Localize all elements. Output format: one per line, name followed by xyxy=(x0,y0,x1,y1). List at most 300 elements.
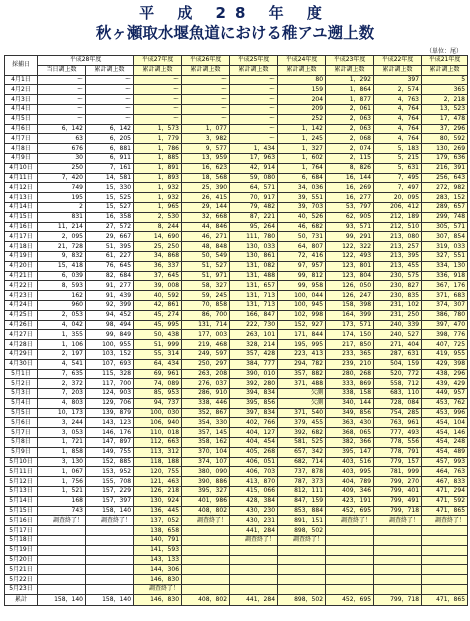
count-cell: 7，635 xyxy=(38,369,86,379)
table-row xyxy=(5,212,468,222)
count-cell: ー xyxy=(134,114,182,124)
date-cell: 4月7日 xyxy=(5,134,38,144)
date-cell: 4月15日 xyxy=(5,212,38,222)
count-cell: 799，401 xyxy=(374,487,422,497)
count-cell: 59，245 xyxy=(182,291,230,301)
date-cell: 4月29日 xyxy=(5,349,38,359)
count-cell: 117，700 xyxy=(86,379,134,389)
count-cell: 204 xyxy=(278,95,326,105)
count-cell: 152，927 xyxy=(278,320,326,330)
date-cell: 4月4日 xyxy=(5,104,38,114)
count-cell: 146，830 xyxy=(134,575,182,585)
date-cell: 5月16日 xyxy=(5,516,38,526)
count-cell: 42，914 xyxy=(230,163,278,173)
count-cell: 404，789 xyxy=(326,477,374,487)
count-cell: 64，807 xyxy=(278,242,326,252)
count-cell: 124，903 xyxy=(86,389,134,399)
count-cell: 382，366 xyxy=(326,438,374,448)
count-cell: 294，782 xyxy=(278,359,326,369)
date-cell: 4月19日 xyxy=(5,251,38,261)
count-cell: 449，957 xyxy=(422,389,468,399)
count-cell: 404，454 xyxy=(230,438,278,448)
count-cell: 1，885 xyxy=(134,153,182,163)
count-cell: 682，714 xyxy=(278,457,326,467)
count-cell xyxy=(422,536,468,546)
count-cell: 464，763 xyxy=(422,467,468,477)
count-cell: 149，755 xyxy=(86,447,134,457)
count-cell: 398，776 xyxy=(422,330,468,340)
count-cell: 64，571 xyxy=(230,183,278,193)
date-cell: 5月10日 xyxy=(5,457,38,467)
count-cell: 230，575 xyxy=(374,271,422,281)
count-cell: 16，277 xyxy=(326,193,374,203)
count-cell: 92，399 xyxy=(86,300,134,310)
date-cell: 5月19日 xyxy=(5,545,38,555)
count-cell: ー xyxy=(182,95,230,105)
count-cell: 63 xyxy=(38,134,86,144)
count-cell: 32，668 xyxy=(182,212,230,222)
count-cell: 15，330 xyxy=(86,183,134,193)
count-cell xyxy=(230,555,278,565)
count-cell: 139，879 xyxy=(86,408,134,418)
date-cell: 5月14日 xyxy=(5,496,38,506)
count-cell: 8，593 xyxy=(38,281,86,291)
header-year: 平成24年度 xyxy=(278,56,326,66)
count-cell xyxy=(38,585,86,595)
count-cell: 59，080 xyxy=(230,173,278,183)
count-cell xyxy=(182,565,230,575)
count-cell: 7，497 xyxy=(374,183,422,193)
count-cell: 374，307 xyxy=(422,300,468,310)
count-cell: 144，306 xyxy=(134,565,182,575)
count-cell xyxy=(422,565,468,575)
count-cell: 1，965 xyxy=(134,202,182,212)
count-cell: 16，358 xyxy=(86,212,134,222)
count-cell: 195，995 xyxy=(278,340,326,350)
count-cell: ー xyxy=(38,85,86,95)
count-cell xyxy=(422,575,468,585)
date-cell: 5月12日 xyxy=(5,477,38,487)
count-cell: 1，932 xyxy=(134,183,182,193)
count-cell: 126，247 xyxy=(326,291,374,301)
count-cell: ー xyxy=(230,75,278,85)
total-label: 累計 xyxy=(5,594,38,605)
unit-note: （単位：尾） xyxy=(425,48,462,55)
count-cell xyxy=(182,526,230,536)
count-cell: 504，159 xyxy=(374,359,422,369)
count-cell: 4，764 xyxy=(374,134,422,144)
count-cell: 1，142 xyxy=(278,124,326,134)
count-cell: 240，527 xyxy=(374,330,422,340)
count-cell: 263，101 xyxy=(230,330,278,340)
count-cell xyxy=(182,585,230,595)
count-cell xyxy=(86,526,134,536)
count-cell: 74，089 xyxy=(134,379,182,389)
count-cell: 397，470 xyxy=(422,320,468,330)
count-cell: 98，494 xyxy=(86,320,134,330)
table-row xyxy=(5,134,468,144)
count-cell: 6，911 xyxy=(86,153,134,163)
count-cell: 379，455 xyxy=(278,418,326,428)
date-cell: 5月17日 xyxy=(5,526,38,536)
date-cell: 4月23日 xyxy=(5,291,38,301)
count-cell: 781，999 xyxy=(374,467,422,477)
count-cell: 271，404 xyxy=(374,340,422,350)
count-cell: 131，082 xyxy=(230,261,278,271)
count-cell: ー xyxy=(86,104,134,114)
count-cell: 79，482 xyxy=(230,202,278,212)
date-cell: 5月6日 xyxy=(5,418,38,428)
date-cell: 4月28日 xyxy=(5,340,38,350)
header-year: 平成27年度 xyxy=(134,56,182,66)
date-cell: 4月14日 xyxy=(5,202,38,212)
count-cell: 2，095 xyxy=(38,232,86,242)
count-cell: 100，955 xyxy=(86,340,134,350)
count-cell: 6，684 xyxy=(278,173,326,183)
count-cell: 158，140 xyxy=(86,506,134,516)
count-cell: ー xyxy=(230,95,278,105)
count-cell: 754，285 xyxy=(374,408,422,418)
count-cell: 82，684 xyxy=(86,271,134,281)
count-cell: 3，130 xyxy=(38,457,86,467)
count-cell: 11，214 xyxy=(38,222,86,232)
header-year: 平成25年度 xyxy=(230,56,278,66)
count-cell: 99，291 xyxy=(326,232,374,242)
count-cell: 100，030 xyxy=(134,408,182,418)
table-row xyxy=(5,526,468,536)
count-cell: 1，893 xyxy=(134,173,182,183)
count-cell: 799，491 xyxy=(374,496,422,506)
count-cell: 120，755 xyxy=(134,467,182,477)
date-cell: 4月13日 xyxy=(5,193,38,203)
header-h28-day: 当日調上数 xyxy=(38,65,86,75)
count-cell: 7，203 xyxy=(38,389,86,399)
date-cell: 4月21日 xyxy=(5,271,38,281)
count-cell: 405，268 xyxy=(230,447,278,457)
count-cell: 338，446 xyxy=(182,398,230,408)
date-cell: 5月1日 xyxy=(5,369,38,379)
count-cell: 130，033 xyxy=(230,242,278,252)
count-cell: 467，833 xyxy=(422,477,468,487)
count-cell: 853，884 xyxy=(278,506,326,516)
count-cell: 171，844 xyxy=(278,330,326,340)
table-row xyxy=(5,242,468,252)
count-cell: 390，886 xyxy=(182,477,230,487)
date-cell: 5月8日 xyxy=(5,438,38,448)
count-cell: 61，227 xyxy=(86,251,134,261)
table-row xyxy=(5,310,468,320)
count-cell: 173，571 xyxy=(326,320,374,330)
count-cell: 371，488 xyxy=(278,379,326,389)
header-cum: 累計調上数 xyxy=(374,65,422,75)
count-cell xyxy=(38,575,86,585)
count-cell: 1，573 xyxy=(134,124,182,134)
date-cell: 5月23日 xyxy=(5,585,38,595)
count-cell xyxy=(230,575,278,585)
count-cell xyxy=(182,555,230,565)
count-cell: 103，152 xyxy=(86,349,134,359)
count-cell: 799，270 xyxy=(374,477,422,487)
count-cell xyxy=(38,526,86,536)
total-cell: 452，695 xyxy=(326,594,374,605)
count-cell: 15，527 xyxy=(86,202,134,212)
count-cell: 471，592 xyxy=(422,496,468,506)
count-cell: 6，205 xyxy=(86,134,134,144)
count-cell: 37，296 xyxy=(422,124,468,134)
count-cell: 80，592 xyxy=(422,134,468,144)
count-cell: 4，764 xyxy=(374,114,422,124)
count-cell: 17，478 xyxy=(422,114,468,124)
count-cell: 406，051 xyxy=(230,457,278,467)
count-cell: 763，961 xyxy=(374,418,422,428)
count-cell: 217，850 xyxy=(326,340,374,350)
count-cell: 428，384 xyxy=(230,496,278,506)
count-cell: 1，932 xyxy=(134,193,182,203)
table-row xyxy=(5,585,468,595)
count-cell: 1，067 xyxy=(38,467,86,477)
table-row xyxy=(5,193,468,203)
count-cell: 調査終了！ xyxy=(230,536,278,546)
date-cell: 5月9日 xyxy=(5,447,38,457)
count-cell: 16，144 xyxy=(326,173,374,183)
count-cell: 847，159 xyxy=(278,496,326,506)
table-row xyxy=(5,369,468,379)
date-cell: 5月2日 xyxy=(5,379,38,389)
date-cell: 4月2日 xyxy=(5,85,38,95)
count-cell: 123，801 xyxy=(326,261,374,271)
count-cell: 6，039 xyxy=(38,271,86,281)
count-cell: 454，146 xyxy=(422,428,468,438)
table-body xyxy=(5,75,468,605)
count-cell: 276，037 xyxy=(182,379,230,389)
table-row xyxy=(5,232,468,242)
count-cell: 305，571 xyxy=(422,222,468,232)
count-cell: 413，870 xyxy=(230,477,278,487)
total-cell: 158，140 xyxy=(38,594,86,605)
date-cell: 5月13日 xyxy=(5,487,38,497)
count-cell: 48，848 xyxy=(182,242,230,252)
count-cell: 397，834 xyxy=(230,408,278,418)
count-cell: ー xyxy=(86,75,134,85)
count-cell: 76，645 xyxy=(86,261,134,271)
count-cell: 121，463 xyxy=(134,477,182,487)
count-cell: 419，955 xyxy=(422,349,468,359)
count-cell xyxy=(230,585,278,595)
date-cell: 4月8日 xyxy=(5,144,38,154)
count-cell xyxy=(38,536,86,546)
count-cell: 365 xyxy=(422,85,468,95)
count-cell: 147，897 xyxy=(86,438,134,448)
count-cell: 調査終了！ xyxy=(134,585,182,595)
count-cell: 430，230 xyxy=(230,506,278,516)
table-row xyxy=(5,320,468,330)
count-cell: 231，250 xyxy=(374,310,422,320)
count-cell: 115，328 xyxy=(86,369,134,379)
count-cell: 397 xyxy=(374,75,422,85)
count-cell: 406，703 xyxy=(230,467,278,477)
date-cell: 4月3日 xyxy=(5,95,38,105)
count-cell: 3，053 xyxy=(38,428,86,438)
count-cell xyxy=(374,555,422,565)
count-cell: 7，495 xyxy=(374,173,422,183)
count-cell: 390，010 xyxy=(230,369,278,379)
count-cell: 289，657 xyxy=(422,202,468,212)
count-cell: 280，268 xyxy=(326,369,374,379)
total-row xyxy=(5,594,468,605)
count-cell: 206，412 xyxy=(374,202,422,212)
count-cell: 2，074 xyxy=(326,144,374,154)
count-cell: 354，330 xyxy=(182,418,230,428)
count-cell xyxy=(326,526,374,536)
count-cell: 392，280 xyxy=(230,379,278,389)
count-cell: 250，297 xyxy=(182,359,230,369)
count-cell: 898，502 xyxy=(278,526,326,536)
count-cell: 209 xyxy=(278,104,326,114)
count-cell: 29，667 xyxy=(86,232,134,242)
count-cell: 230，835 xyxy=(374,291,422,301)
table-row xyxy=(5,222,468,232)
count-cell: 256，643 xyxy=(422,173,468,183)
count-cell: 2，063 xyxy=(326,114,374,124)
count-cell: 395，147 xyxy=(326,447,374,457)
table-row xyxy=(5,359,468,369)
count-cell: ー xyxy=(230,114,278,124)
table-row xyxy=(5,261,468,271)
count-cell: 408，802 xyxy=(182,506,230,516)
count-cell: 386，780 xyxy=(422,310,468,320)
count-cell: 2，530 xyxy=(134,212,182,222)
count-cell: 126，218 xyxy=(134,487,182,497)
count-cell: 調査終了！ xyxy=(278,536,326,546)
count-cell: 131，713 xyxy=(230,300,278,310)
count-cell: 131，714 xyxy=(182,320,230,330)
count-cell: 231，102 xyxy=(374,300,422,310)
count-cell: 46，271 xyxy=(182,232,230,242)
count-cell: 778，791 xyxy=(374,447,422,457)
count-cell: 367，176 xyxy=(422,281,468,291)
count-cell: 126，050 xyxy=(326,281,374,291)
count-cell: 17，963 xyxy=(230,153,278,163)
count-cell: 14，690 xyxy=(134,232,182,242)
date-cell: 5月21日 xyxy=(5,565,38,575)
total-cell: 799，718 xyxy=(374,594,422,605)
count-cell: 166，847 xyxy=(230,310,278,320)
count-cell: 10，173 xyxy=(38,408,86,418)
count-cell: 219，468 xyxy=(182,340,230,350)
date-cell: 5月15日 xyxy=(5,506,38,516)
count-cell: ー xyxy=(182,114,230,124)
count-cell: 1，434 xyxy=(230,144,278,154)
count-cell: 51，527 xyxy=(182,261,230,271)
header-cum: 累計調上数 xyxy=(182,65,230,75)
header-row-1 xyxy=(5,56,468,66)
count-cell: 352，867 xyxy=(182,408,230,418)
count-cell: 283，152 xyxy=(422,193,468,203)
count-cell: 7，161 xyxy=(86,163,134,173)
count-cell: 1，602 xyxy=(278,153,326,163)
count-cell: 58，327 xyxy=(182,281,230,291)
count-cell xyxy=(422,526,468,536)
count-cell: ー xyxy=(134,85,182,95)
count-cell: 42，861 xyxy=(134,300,182,310)
count-cell: 5，631 xyxy=(374,163,422,173)
count-cell: 403，995 xyxy=(326,467,374,477)
count-cell: 263，208 xyxy=(182,369,230,379)
count-cell: 728，084 xyxy=(374,398,422,408)
count-cell: 2，063 xyxy=(326,124,374,134)
count-cell: 4，541 xyxy=(38,359,86,369)
count-cell: 16，623 xyxy=(182,163,230,173)
count-cell: 1，877 xyxy=(326,95,374,105)
count-cell: 87，221 xyxy=(230,212,278,222)
count-cell: 394，834 xyxy=(230,389,278,399)
count-cell: 162 xyxy=(38,291,86,301)
count-cell: 99，812 xyxy=(278,271,326,281)
header-row-2 xyxy=(5,65,468,75)
count-cell xyxy=(374,565,422,575)
count-cell: 213，257 xyxy=(374,242,422,252)
count-cell: 454，489 xyxy=(422,447,468,457)
date-cell: 4月17日 xyxy=(5,232,38,242)
count-cell: 250 xyxy=(38,163,86,173)
count-cell: 177，003 xyxy=(182,330,230,340)
count-cell: 299，748 xyxy=(422,212,468,222)
count-cell: 2，115 xyxy=(326,153,374,163)
count-cell: 130，861 xyxy=(230,251,278,261)
date-cell: 4月24日 xyxy=(5,300,38,310)
count-cell: 131，713 xyxy=(230,291,278,301)
count-cell xyxy=(326,555,374,565)
table-row xyxy=(5,114,468,124)
count-cell: 159 xyxy=(278,85,326,95)
count-cell: 338，158 xyxy=(326,389,374,399)
count-cell: 749 xyxy=(38,183,86,193)
count-cell: 152，885 xyxy=(86,457,134,467)
count-cell: 357，145 xyxy=(182,428,230,438)
count-cell: 111，780 xyxy=(230,232,278,242)
count-cell: ー xyxy=(86,85,134,95)
count-cell: 1，864 xyxy=(326,85,374,95)
count-cell: 2，372 xyxy=(38,379,86,389)
table-row xyxy=(5,379,468,389)
count-cell: 7，420 xyxy=(38,173,86,183)
count-cell: 4，042 xyxy=(38,320,86,330)
count-cell xyxy=(374,536,422,546)
count-cell: 454，248 xyxy=(422,438,468,448)
count-cell: 1，521 xyxy=(38,487,86,497)
count-cell: 222，730 xyxy=(230,320,278,330)
count-cell: 136，445 xyxy=(134,506,182,516)
count-cell: 779，157 xyxy=(374,457,422,467)
count-cell: 403，516 xyxy=(326,457,374,467)
count-cell: 5，183 xyxy=(374,144,422,154)
count-cell xyxy=(86,575,134,585)
count-cell xyxy=(86,565,134,575)
count-cell: 787，373 xyxy=(278,477,326,487)
count-cell: 328，214 xyxy=(230,340,278,350)
count-cell: 1，355 xyxy=(38,330,86,340)
table-row xyxy=(5,340,468,350)
header-cum: 累計調上数 xyxy=(278,65,326,75)
count-cell: 333，869 xyxy=(326,379,374,389)
count-cell xyxy=(374,545,422,555)
table-row xyxy=(5,496,468,506)
count-cell: ー xyxy=(38,114,86,124)
count-cell: 137，052 xyxy=(134,516,182,526)
count-cell: 252 xyxy=(278,114,326,124)
count-cell xyxy=(326,565,374,575)
count-cell: 368，065 xyxy=(326,428,374,438)
